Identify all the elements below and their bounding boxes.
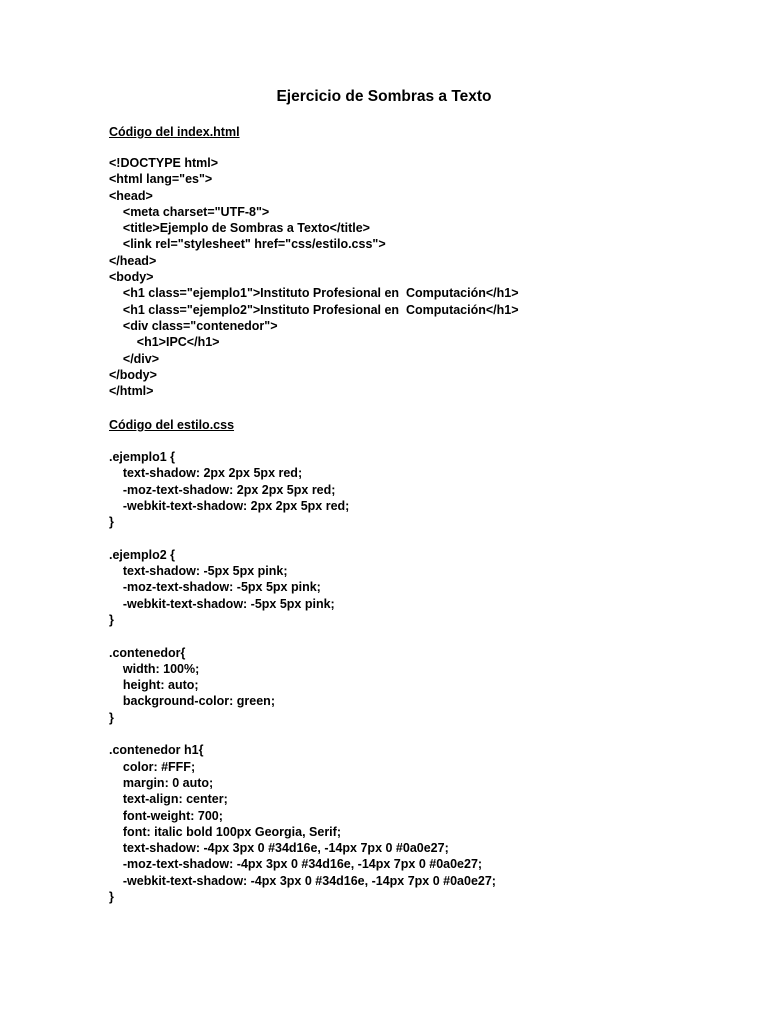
code-line: </div>: [109, 351, 160, 366]
document-title: Ejercicio de Sombras a Texto: [276, 88, 492, 105]
html-section-heading: Código del index.html: [109, 125, 240, 139]
code-line: <title>Ejemplo de Sombras a Texto</title>: [109, 221, 370, 236]
code-line: <h1 class="ejemplo1">Instituto Profesional en Computación</h1>: [109, 286, 519, 301]
css-section-heading: Código del estilo.css: [109, 418, 235, 432]
code-line: text-shadow: 2px 2px 5px red;: [109, 466, 303, 481]
code-line: <div class="contenedor">: [109, 318, 278, 333]
code-line: -webkit-text-shadow: -5px 5px pink;: [109, 596, 335, 611]
code-line: .ejemplo2 {: [109, 547, 175, 562]
code-line: <body>: [109, 270, 154, 285]
code-line: text-shadow: -4px 3px 0 #34d16e, -14px 7px 0 #0a0e27;: [109, 841, 449, 856]
code-line: -webkit-text-shadow: -4px 3px 0 #34d16e, -14px 7px 0 #0a0e27;: [109, 873, 496, 888]
html-code-block: [109, 155, 519, 399]
code-line: <!DOCTYPE html>: [109, 156, 219, 170]
code-line: </body>: [109, 367, 157, 382]
code-line: <meta charset="UTF-8">: [109, 204, 270, 219]
code-line: background-color: green;: [109, 694, 275, 709]
code-line: text-shadow: -5px 5px pink;: [109, 564, 288, 579]
code-line: -webkit-text-shadow: 2px 2px 5px red;: [109, 498, 350, 513]
code-line: }: [109, 612, 114, 627]
blank-line: [109, 530, 496, 546]
code-line: <h1>IPC</h1>: [109, 335, 220, 350]
blank-line: [109, 628, 496, 644]
code-line: -moz-text-shadow: -5px 5px pink;: [109, 580, 321, 595]
code-line: </head>: [109, 253, 157, 268]
code-line: text-align: center;: [109, 792, 228, 807]
css-code-block: [109, 449, 496, 905]
code-line: }: [109, 710, 114, 725]
code-line: .ejemplo1 {: [109, 450, 175, 464]
code-line: margin: 0 auto;: [109, 775, 214, 790]
blank-line: [109, 726, 496, 742]
code-line: <html lang="es">: [109, 172, 213, 187]
code-line: font-weight: 700;: [109, 808, 223, 823]
code-line: .contenedor h1{: [109, 743, 204, 758]
code-line: .contenedor{: [109, 645, 186, 660]
code-line: font: italic bold 100px Georgia, Serif;: [109, 824, 341, 839]
code-line: width: 100%;: [109, 661, 200, 676]
code-line: }: [109, 890, 114, 905]
code-line: </html>: [109, 384, 154, 399]
code-line: }: [109, 515, 114, 530]
code-line: height: auto;: [109, 678, 199, 693]
code-line: -moz-text-shadow: 2px 2px 5px red;: [109, 482, 336, 497]
code-line: <head>: [109, 188, 153, 203]
code-line: <link rel="stylesheet" href="css/estilo.css">: [109, 237, 386, 252]
code-line: -moz-text-shadow: -4px 3px 0 #34d16e, -14px 7px 0 #0a0e27;: [109, 857, 483, 872]
code-line: <h1 class="ejemplo2">Instituto Profesional en Computación</h1>: [109, 302, 519, 317]
code-line: color: #FFF;: [109, 759, 196, 774]
